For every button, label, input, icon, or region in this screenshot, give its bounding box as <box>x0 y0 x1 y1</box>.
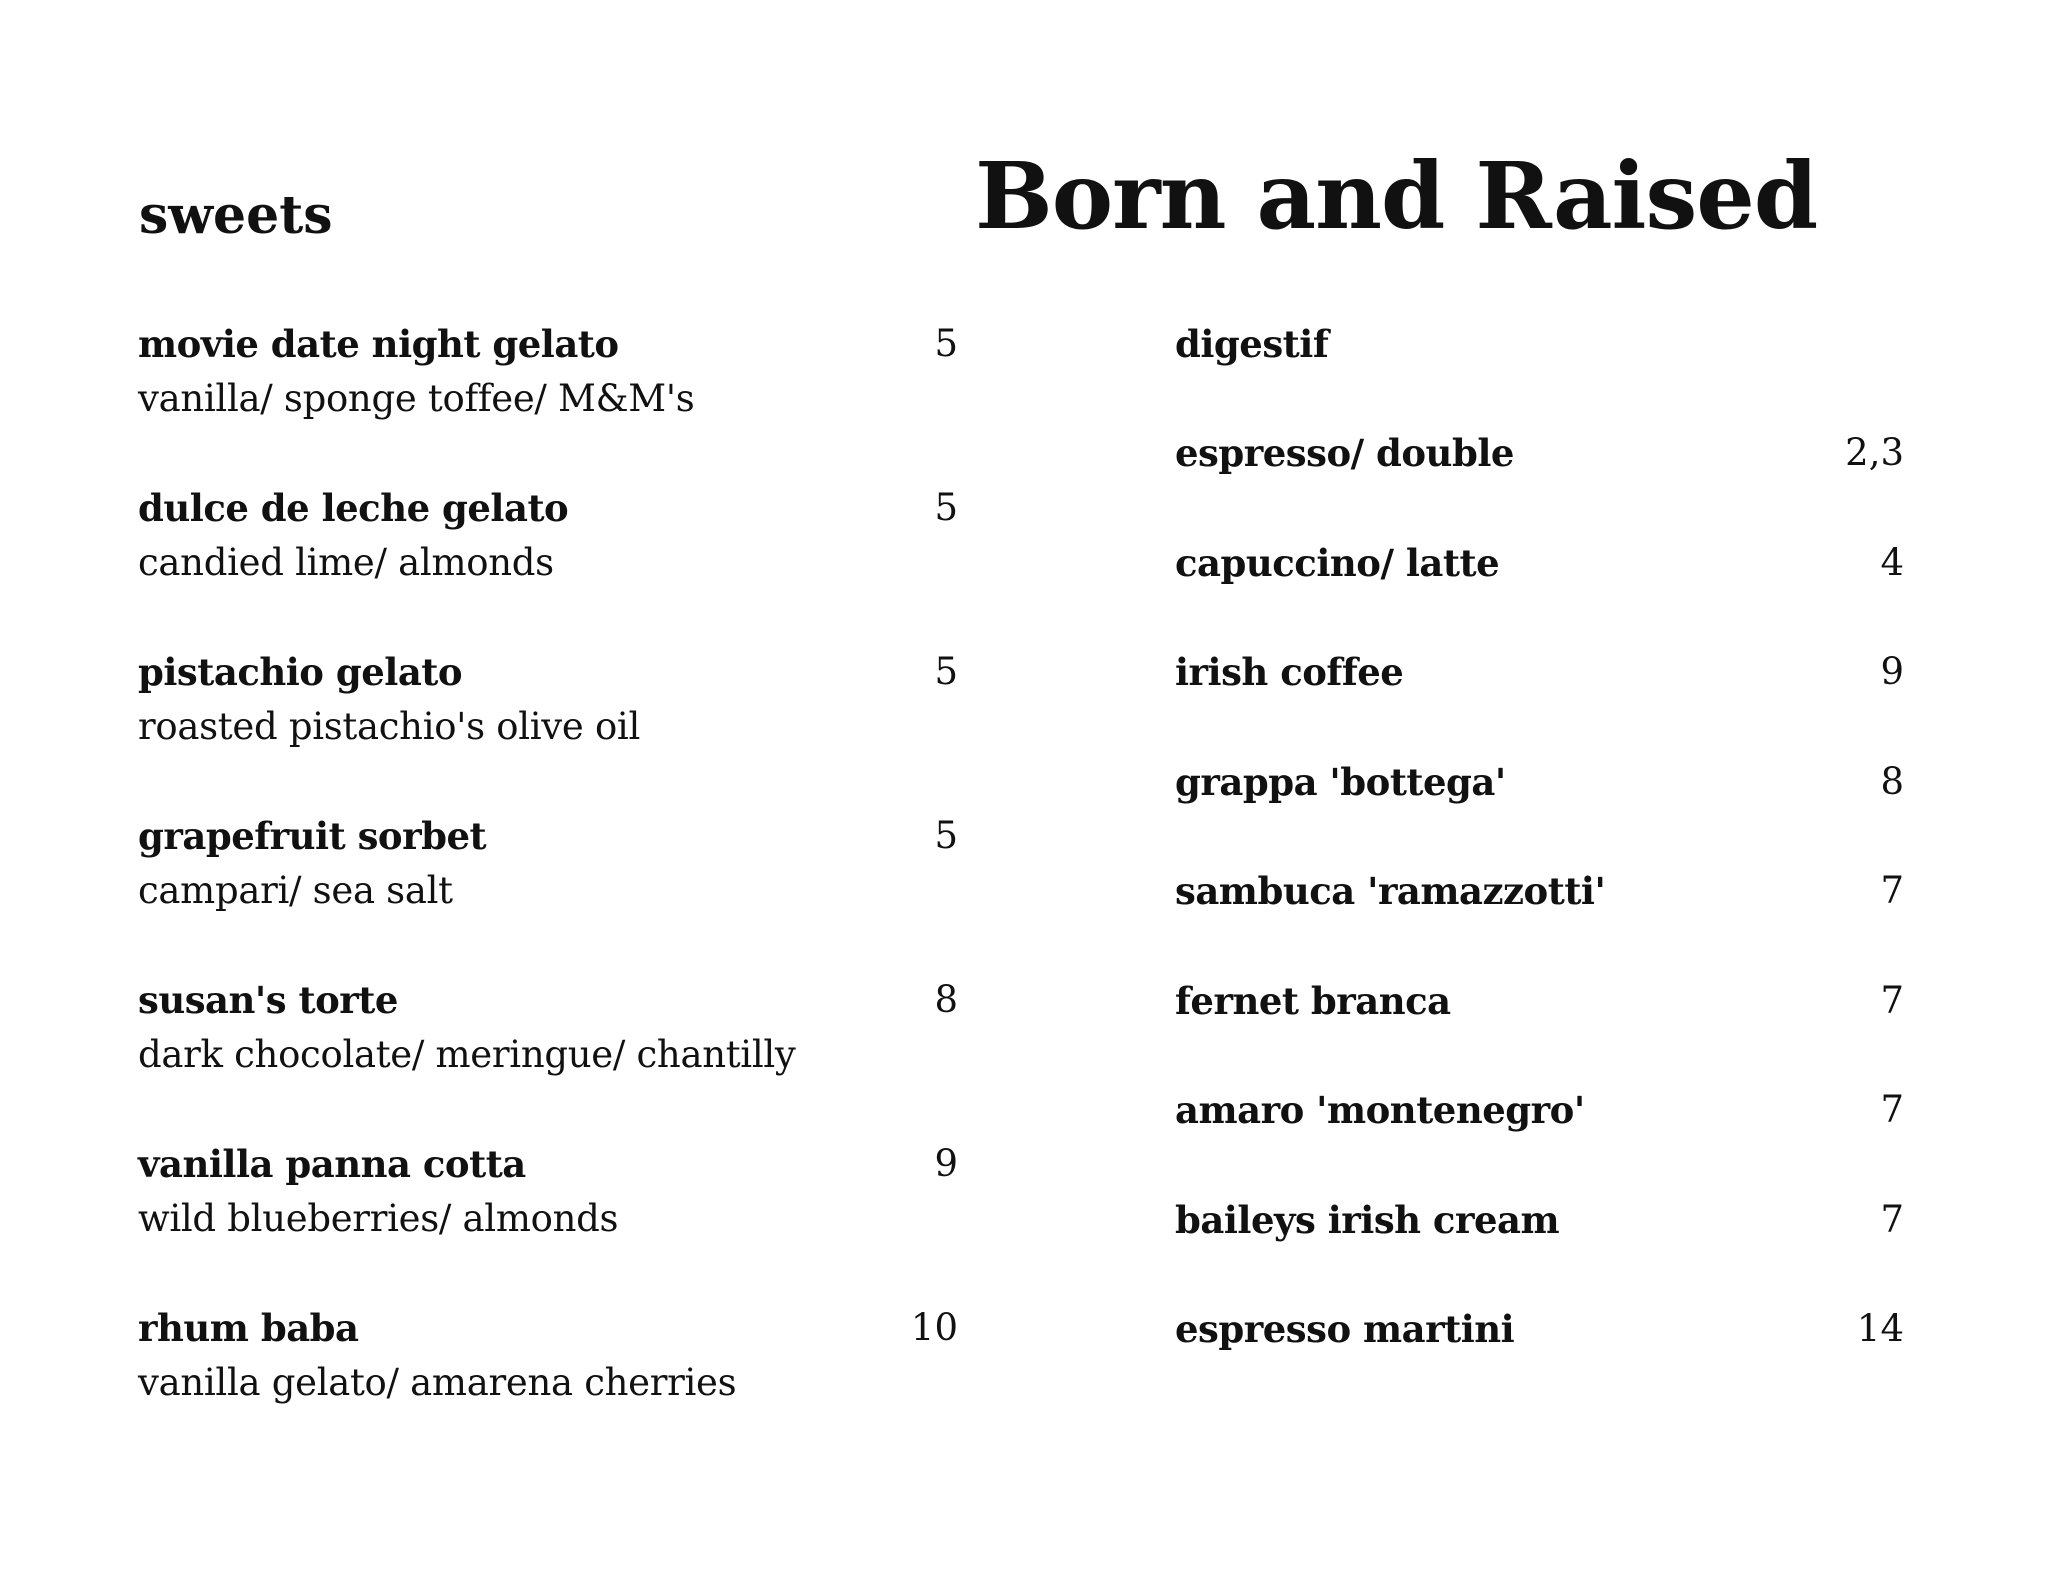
sweet-price: 9 <box>934 1142 958 1185</box>
drink-price: 7 <box>1880 978 1904 1022</box>
drink-name: espresso/ double <box>1175 431 1514 475</box>
drink-item <box>1175 1198 1904 1308</box>
drink-name: fernet branca <box>1175 978 1451 1023</box>
restaurant-name: Born and Raised <box>975 142 1818 250</box>
drink-price: 7 <box>1880 1088 1904 1131</box>
sweet-item <box>138 1306 958 1470</box>
drink-item <box>1175 979 1904 1089</box>
digestif-title: digestif <box>1175 322 1329 366</box>
sweet-price: 10 <box>910 1306 958 1349</box>
sweet-description: vanilla/ sponge toffee/ M&M's <box>138 377 695 420</box>
sweets-list <box>138 322 958 1470</box>
sweet-name: susan's torte <box>138 978 398 1022</box>
drink-price: 8 <box>1880 759 1904 803</box>
sweet-name: movie date night gelato <box>138 322 619 366</box>
drink-price: 2,3 <box>1845 431 1904 474</box>
sweet-price: 5 <box>934 650 958 693</box>
drink-item <box>1175 650 1904 760</box>
sweet-description: candied lime/ almonds <box>138 541 554 584</box>
drink-item <box>1175 541 1904 651</box>
sweet-description: dark chocolate/ meringue/ chantilly <box>138 1033 796 1076</box>
sweet-description: vanilla gelato/ amarena cherries <box>138 1361 737 1404</box>
sweet-description: wild blueberries/ almonds <box>138 1197 619 1240</box>
sweet-name: vanilla panna cotta <box>138 1142 526 1186</box>
drink-price: 14 <box>1856 1307 1904 1350</box>
drink-name: espresso martini <box>1175 1307 1515 1351</box>
drink-name: amaro 'montenegro' <box>1175 1088 1585 1132</box>
drink-price: 4 <box>1880 540 1904 584</box>
sweet-item <box>138 486 958 650</box>
sweet-name: grapefruit sorbet <box>138 814 487 858</box>
drink-item <box>1175 869 1904 979</box>
sweet-price: 5 <box>934 814 958 857</box>
drink-price: 7 <box>1880 869 1904 912</box>
sweet-name: dulce de leche gelato <box>138 486 569 530</box>
sweet-price: 8 <box>934 978 958 1021</box>
sweets-section-title: sweets <box>139 185 333 246</box>
sweet-item <box>138 814 958 978</box>
drink-name: sambuca 'ramazzotti' <box>1175 869 1606 913</box>
drink-item <box>1175 1307 1904 1417</box>
drink-item <box>1175 760 1904 870</box>
drink-price: 7 <box>1880 1197 1904 1241</box>
drink-name: irish coffee <box>1175 650 1404 694</box>
digestif-section <box>1175 322 1904 1417</box>
sweet-price: 5 <box>934 322 958 365</box>
drink-item <box>1175 1088 1904 1198</box>
sweet-item <box>138 1142 958 1306</box>
drink-name: grappa 'bottega' <box>1175 759 1506 804</box>
drink-item <box>1175 431 1904 541</box>
drink-name: capuccino/ latte <box>1175 540 1500 585</box>
sweet-item <box>138 978 958 1142</box>
sweet-description: campari/ sea salt <box>138 869 453 912</box>
sweet-item <box>138 322 958 486</box>
sweet-description: roasted pistachio's olive oil <box>138 705 640 748</box>
drink-name: baileys irish cream <box>1175 1197 1560 1242</box>
sweet-item <box>138 650 958 814</box>
sweet-name: pistachio gelato <box>138 650 463 694</box>
sweet-name: rhum baba <box>138 1306 359 1350</box>
drink-price: 9 <box>1880 650 1904 693</box>
sweet-price: 5 <box>934 486 958 529</box>
